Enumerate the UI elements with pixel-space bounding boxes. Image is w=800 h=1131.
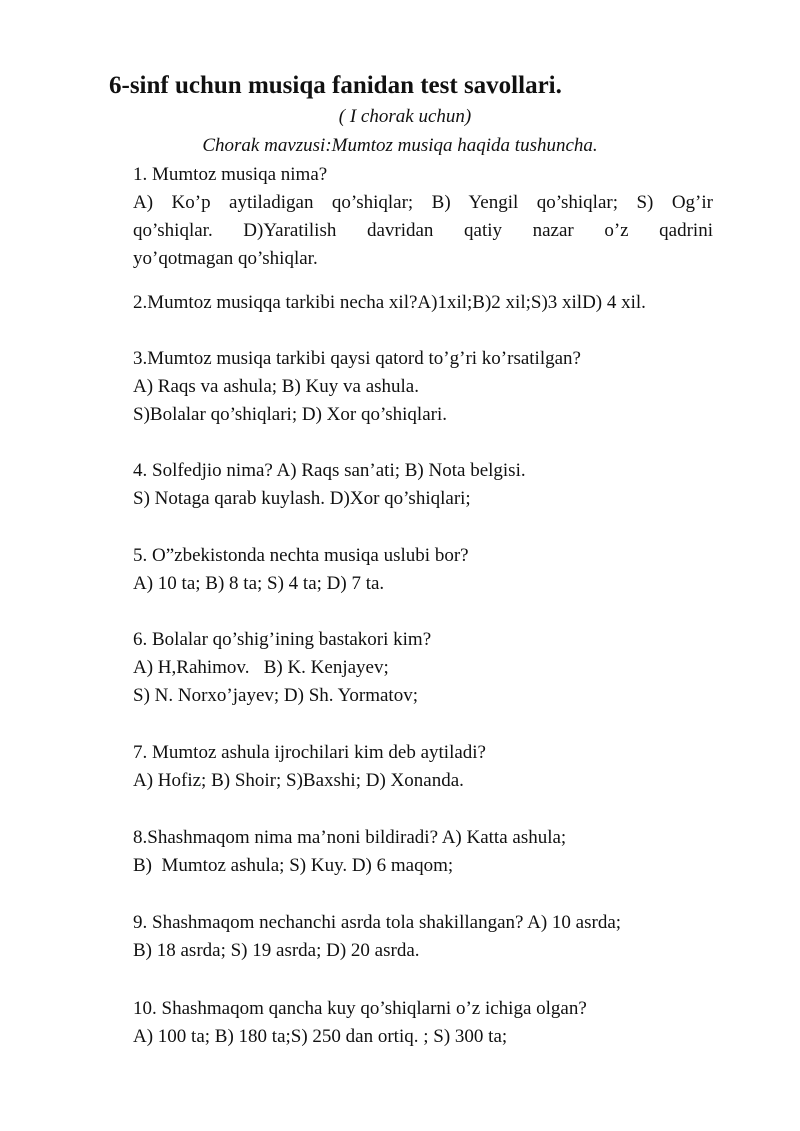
question-8-options-line-1: B) Mumtoz ashula; S) Kuy. D) 6 maqom; xyxy=(133,855,454,876)
document-topic: Chorak mavzusi:Mumtoz musiqa haqida tushuncha. xyxy=(202,135,598,156)
question-1-options-line-3: yo’qotmagan qo’shiqlar. xyxy=(133,248,318,269)
question-3-options-line-1: A) Raqs va ashula; B) Kuy va ashula. xyxy=(133,376,419,397)
question-1-text: 1. Mumtoz musiqa nima? xyxy=(133,164,328,185)
question-9-options-line-1: B) 18 asrda; S) 19 asrda; D) 20 asrda. xyxy=(133,940,420,961)
question-6-options-line-1: A) H,Rahimov. B) K. Kenjayev; xyxy=(133,657,389,678)
question-10-options-line-1: A) 100 ta; B) 180 ta;S) 250 dan ortiq. ; S) 300 ta; xyxy=(133,1026,508,1047)
question-4-text: 4. Solfedjio nima? A) Raqs san’ati; B) Nota belgisi. xyxy=(133,460,526,481)
question-4-options-line-1: S) Notaga qarab kuylash. D)Xor qo’shiqlari; xyxy=(133,488,471,509)
question-1-options-line-2: qo’shiqlar. D)Yaratilish davridan qatiy nazar o’z qadrini xyxy=(133,220,713,241)
question-6-text: 6. Bolalar qo’shig’ining bastakori kim? xyxy=(133,629,432,650)
question-8-text: 8.Shashmaqom nima ma’noni bildiradi? A) Katta ashula; xyxy=(133,827,567,848)
document-title: 6-sinf uchun musiqa fanidan test savollari. xyxy=(109,72,562,99)
question-1-options-line-1: A) Ko’p aytiladigan qo’shiqlar; B) Yengil qo’shiqlar; S) Og’ir xyxy=(133,192,713,213)
question-7-text: 7. Mumtoz ashula ijrochilari kim deb aytiladi? xyxy=(133,742,486,763)
question-9-text: 9. Shashmaqom nechanchi asrda tola shakillangan? A) 10 asrda; xyxy=(133,912,622,933)
question-7-options-line-1: A) Hofiz; B) Shoir; S)Baxshi; D) Xonanda. xyxy=(133,770,464,791)
question-5-options-line-1: A) 10 ta; B) 8 ta; S) 4 ta; D) 7 ta. xyxy=(133,573,385,594)
document-subtitle: ( I chorak uchun) xyxy=(338,106,472,127)
question-6-options-line-2: S) N. Norxo’jayev; D) Sh. Yormatov; xyxy=(133,685,418,706)
question-2-text: 2.Mumtoz musiqqa tarkibi necha xil?A)1xil;B)2 xil;S)3 xilD) 4 xil. xyxy=(133,292,646,313)
question-3-options-line-2: S)Bolalar qo’shiqlari; D) Xor qo’shiqlari. xyxy=(133,404,447,425)
question-3-text: 3.Mumtoz musiqa tarkibi qaysi qatord to’g’ri ko’rsatilgan? xyxy=(133,348,581,369)
question-10-text: 10. Shashmaqom qancha kuy qo’shiqlarni o’z ichiga olgan? xyxy=(133,998,587,1019)
question-5-text: 5. O”zbekistonda nechta musiqa uslubi bor? xyxy=(133,545,469,566)
